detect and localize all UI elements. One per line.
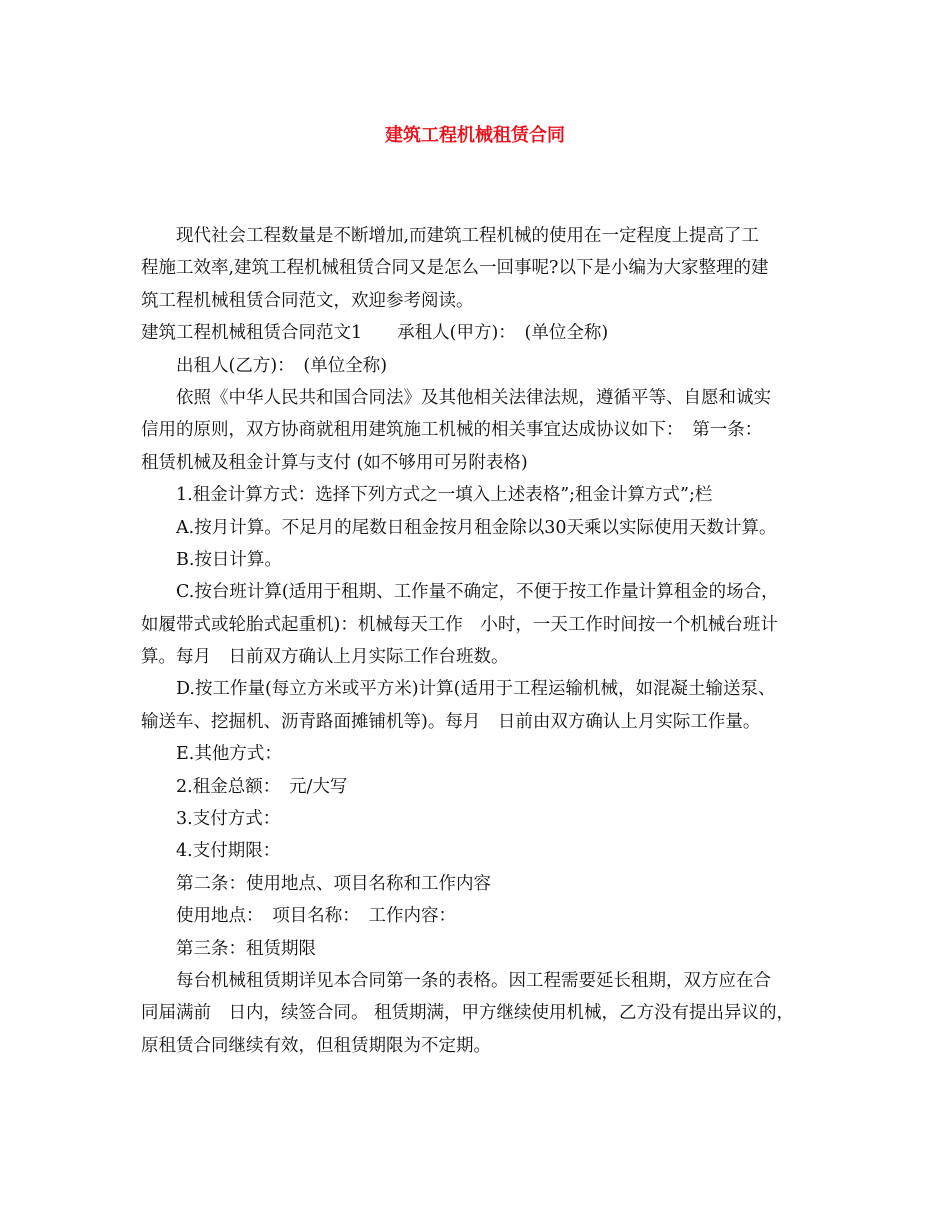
body-line: 第二条：使用地点、项目名称和工作内容 [176,873,491,894]
body-line: C.按台班计算(适用于租期、工作量不确定，不便于按工作量计算租金的场合， [176,582,779,603]
body-line: 算。每月 日前双方确认上月实际工作台班数。 [141,647,509,668]
document-title: 建筑工程机械租赁合同 [385,125,565,146]
body-line: 同届满前 日内，续签合同。 租赁期满，甲方继续使用机械，乙方没有提出异议的， [141,1003,795,1024]
body-line: 第三条：租赁期限 [176,938,316,959]
body-line: 原租赁合同继续有效，但租赁期限为不定期。 [141,1035,491,1056]
body-line: 1.租金计算方式：选择下列方式之一填入上述表格”;租金计算方式”;栏 [176,485,713,506]
document-body [141,220,811,1062]
body-line: E.其他方式： [176,744,282,765]
body-line: 依照《中华人民共和国合同法》及其他相关法律法规，遵循平等、自愿和诚实 [176,387,771,408]
body-line: 使用地点： 项目名称： 工作内容： [176,906,456,927]
body-line: 3.支付方式： [176,809,281,830]
body-line: 租赁机械及租金计算与支付 (如不够用可另附表格) [141,452,528,473]
body-line: 输送车、挖掘机、沥青路面摊铺机等)。每月 日前由双方确认上月实际工作量。 [141,711,761,732]
body-line: 现代社会工程数量是不断增加,而建筑工程机械的使用在一定程度上提高了工 [176,226,760,246]
body-line: 信用的原则，双方协商就租用建筑施工机械的相关事宜达成协议如下： 第一条： [141,420,763,441]
body-line: 出租人(乙方)： (单位全称) [176,355,388,376]
body-line: 如履带式或轮胎式起重机)：机械每天工作 小时，一天工作时间按一个机械台班计 [141,614,778,635]
body-line: 建筑工程机械租赁合同范文1 承租人(甲方)： (单位全称) [141,323,609,344]
body-line: 2.租金总额： 元/大写 [176,776,348,797]
body-line: B.按日计算。 [176,549,282,570]
body-line: 程施工效率,建筑工程机械租赁合同又是怎么一回事呢?以下是小编为大家整理的建 [141,258,769,279]
body-line: 4.支付期限： [176,841,281,862]
body-line: 每台机械租赁期详见本合同第一条的表格。因工程需要延长租期，双方应在合 [176,970,771,991]
body-line: 筑工程机械租赁合同范文，欢迎参考阅读。 [141,290,474,311]
body-line: D.按工作量(每立方米或平方米)计算(适用于工程运输机械，如混凝土输送泵、 [176,679,776,700]
body-line: A.按月计算。不足月的尾数日租金按月租金除以30天乘以实际使用天数计算。 [176,517,777,538]
